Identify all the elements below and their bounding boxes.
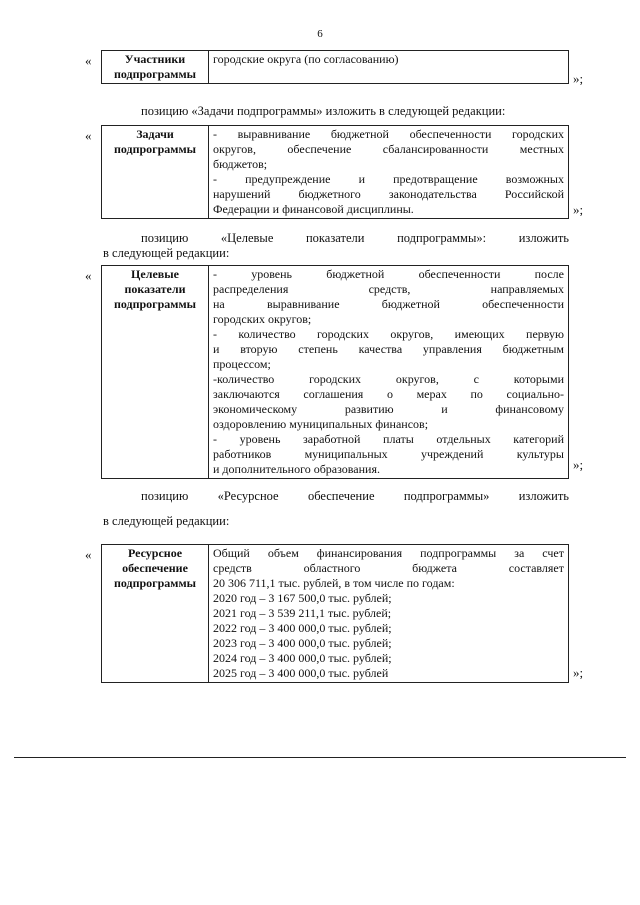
indicators-value-line: - уровень бюджетной обеспеченности после xyxy=(213,267,564,281)
indicators-value-line: -количество городских округов, с которыми xyxy=(213,372,564,386)
indicators-value-line: - количество городских округов, имеющих первую xyxy=(213,327,564,341)
tasks-value-line: бюджетов; xyxy=(213,157,268,171)
indicators-value xyxy=(209,266,569,479)
resources-label-line: подпрограммы xyxy=(113,576,197,590)
tasks-value-line: округов, обеспечение сбалансированности местных xyxy=(213,142,564,156)
indicators-value-line: процессом; xyxy=(213,357,271,371)
resources-value-line: 2022 год – 3 400 000,0 тыс. рублей; xyxy=(213,621,392,635)
resources-value-line: 2023 год – 3 400 000,0 тыс. рублей; xyxy=(213,636,392,650)
indicators-value-line: работников муниципальных учреждений культуры xyxy=(213,447,564,461)
participants-value xyxy=(209,51,569,84)
participants-label xyxy=(102,51,209,84)
resources-value-line: 20 306 711,1 тыс. рублей, в том числе по годам: xyxy=(213,576,455,590)
resources-label-line: Ресурсное xyxy=(127,546,183,560)
indicators-value-line: распределения средств, направляемых xyxy=(213,282,564,296)
quote-open-indicators: « xyxy=(85,268,92,283)
tasks-value-line: Федерации и финансовой дисциплины. xyxy=(213,202,414,216)
participants-value-line: городские округа (по согласованию) xyxy=(213,52,399,66)
resources-value-line: 2020 год – 3 167 500,0 тыс. рублей; xyxy=(213,591,392,605)
indicators-value-line: и дополнительного образования. xyxy=(213,462,380,476)
indicators-value-line: заключаются соглашения о мерах по социально- xyxy=(213,387,564,401)
indicators-table xyxy=(101,265,569,479)
quote-open-resources: « xyxy=(85,547,92,562)
tasks-label-line: Задачи xyxy=(136,127,174,141)
page-number: 6 xyxy=(317,28,323,40)
indicators-label xyxy=(102,266,209,479)
resources-value xyxy=(209,545,569,683)
resources-intro-line2: в следующей редакции: xyxy=(103,514,230,528)
participants-label-line: подпрограммы xyxy=(113,67,197,81)
resources-value-line: 2025 год – 3 400 000,0 тыс. рублей xyxy=(213,666,389,680)
indicators-value-line: и вторую степень качества управления бюджетным xyxy=(213,342,564,356)
quote-close-participants: »; xyxy=(573,71,584,86)
indicators-label-line: подпрограммы xyxy=(113,297,197,311)
indicators-label-line: Целевые xyxy=(131,267,179,281)
tasks-intro: позицию «Задачи подпрограммы» изложить в следующей редакции: xyxy=(141,104,506,118)
resources-label xyxy=(102,545,209,683)
bottom-rule xyxy=(14,757,626,758)
indicators-value-line: городских округов; xyxy=(213,312,312,326)
quote-open-tasks: « xyxy=(85,128,92,143)
tasks-label xyxy=(102,126,209,219)
quote-open-participants: « xyxy=(85,53,92,68)
indicators-value-line: экономическому развитию и финансовому xyxy=(213,402,564,416)
tasks-value-line: нарушений бюджетного законодательства Российской xyxy=(213,187,564,201)
indicators-value-line: на выравнивание бюджетной обеспеченности xyxy=(213,297,564,311)
resources-label-line: обеспечение xyxy=(122,561,188,575)
participants-table xyxy=(101,50,569,84)
tasks-label-line: подпрограммы xyxy=(113,142,197,156)
quote-close-tasks: »; xyxy=(573,202,584,217)
tasks-value-line: - выравнивание бюджетной обеспеченности городских xyxy=(213,127,564,141)
indicators-value-line: оздоровлению муниципальных финансов; xyxy=(213,417,429,431)
tasks-value xyxy=(209,126,569,219)
indicators-intro-line1: позицию «Целевые показатели подпрограммы»: изложить xyxy=(141,231,569,245)
resources-intro-line1: позицию «Ресурсное обеспечение подпрограммы» изложить xyxy=(141,489,569,503)
indicators-value-line: - уровень заработной платы отдельных категорий xyxy=(213,432,564,446)
resources-table xyxy=(101,544,569,683)
tasks-value-line: - предупреждение и предотвращение возможных xyxy=(213,172,564,186)
indicators-label-line: показатели xyxy=(124,282,186,296)
participants-label-line: Участники xyxy=(124,52,186,66)
resources-value-line: средств областного бюджета составляет xyxy=(213,561,564,575)
resources-value-line: 2021 год – 3 539 211,1 тыс. рублей; xyxy=(213,606,392,620)
quote-close-resources: »; xyxy=(573,665,584,680)
resources-value-line: 2024 год – 3 400 000,0 тыс. рублей; xyxy=(213,651,392,665)
tasks-table xyxy=(101,125,569,219)
quote-close-indicators: »; xyxy=(573,457,584,472)
indicators-intro-line2: в следующей редакции: xyxy=(103,246,230,260)
resources-value-line: Общий объем финансирования подпрограммы за счет xyxy=(213,546,564,560)
